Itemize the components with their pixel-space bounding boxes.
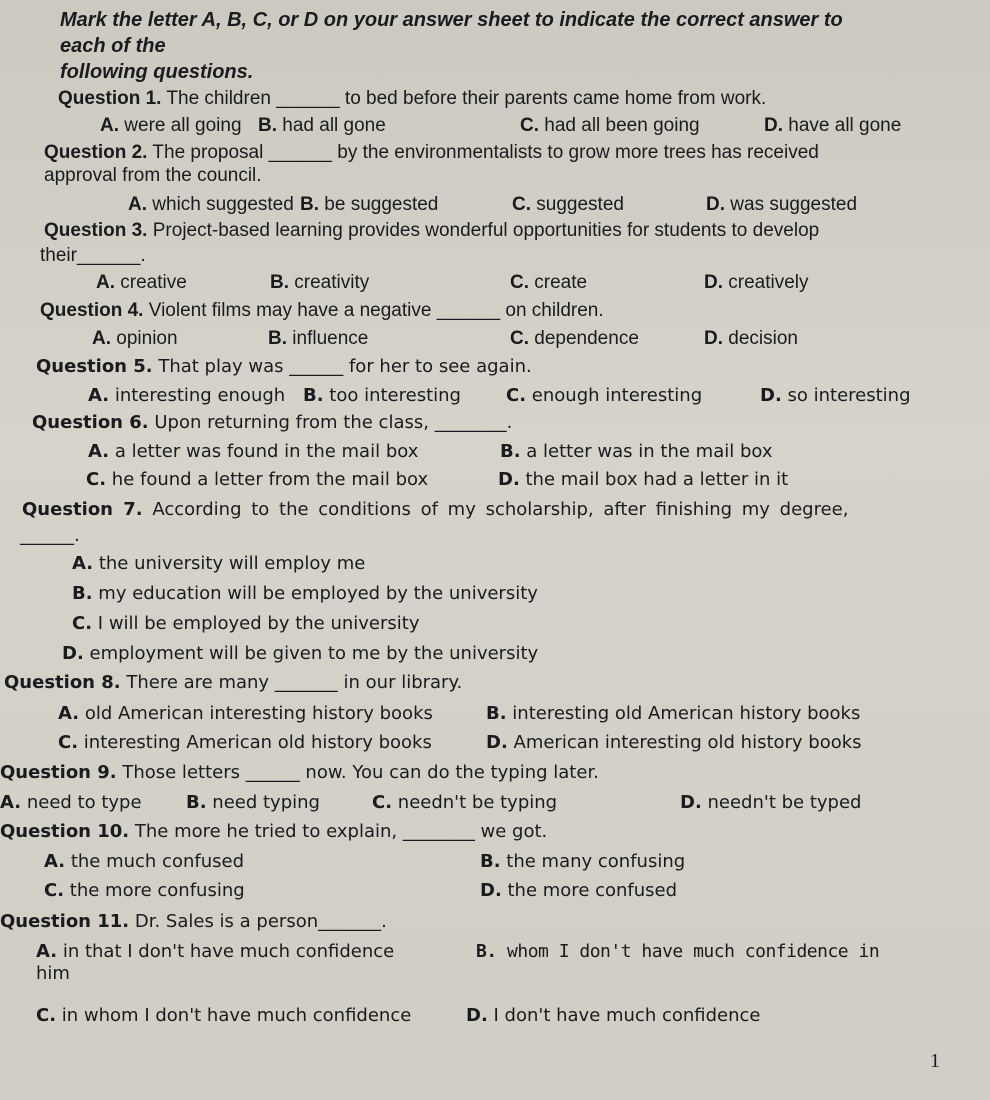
option-letter: C. bbox=[520, 115, 539, 136]
option-text: the much confused bbox=[65, 851, 245, 872]
q11-option-b-cont: him bbox=[36, 963, 70, 984]
question-2-stem bbox=[44, 141, 819, 165]
q6-option-a[interactable] bbox=[88, 440, 418, 464]
q8-option-b[interactable] bbox=[486, 702, 860, 726]
option-text: my education will be employed by the university bbox=[92, 583, 538, 604]
option-text: interesting old American history books bbox=[506, 703, 861, 724]
option-text: the more confusing bbox=[64, 880, 245, 901]
option-text: create bbox=[529, 272, 588, 293]
option-letter: B. bbox=[480, 851, 501, 872]
question-label: Question 1. bbox=[58, 88, 162, 109]
question-5-stem bbox=[36, 355, 532, 379]
question-text: The children ______ to bed before their parents came home from work. bbox=[161, 88, 767, 109]
option-letter: B. bbox=[268, 328, 287, 349]
q1-option-b[interactable] bbox=[258, 114, 386, 138]
q2-option-b[interactable] bbox=[300, 193, 438, 217]
option-letter: B. bbox=[303, 385, 324, 406]
option-text: have all gone bbox=[783, 115, 902, 136]
option-text: be suggested bbox=[319, 194, 439, 215]
option-letter: C. bbox=[510, 328, 529, 349]
option-letter: B. bbox=[486, 703, 507, 724]
question-label: Question 8. bbox=[4, 672, 121, 693]
q1-option-a[interactable] bbox=[100, 114, 242, 138]
option-letter: D. bbox=[760, 385, 782, 406]
option-letter: C. bbox=[58, 732, 79, 753]
q4-option-a[interactable] bbox=[92, 327, 178, 351]
q4-option-d[interactable] bbox=[704, 327, 798, 351]
option-letter: C. bbox=[506, 385, 527, 406]
question-8-stem bbox=[4, 671, 462, 695]
option-letter: D. bbox=[680, 792, 702, 813]
q8-option-a[interactable] bbox=[58, 702, 433, 726]
option-text: had all been going bbox=[539, 115, 700, 136]
option-letter: C. bbox=[86, 469, 107, 490]
q11-option-b[interactable] bbox=[476, 940, 879, 964]
q2-option-a[interactable] bbox=[128, 193, 294, 217]
question-3-stem bbox=[44, 219, 819, 243]
option-letter: B. bbox=[476, 941, 497, 962]
option-letter: A. bbox=[36, 941, 58, 962]
question-7-stem bbox=[22, 498, 848, 522]
option-letter: D. bbox=[704, 272, 723, 293]
option-letter: C. bbox=[44, 880, 65, 901]
question-label: Question 4. bbox=[40, 300, 144, 321]
q11-option-d[interactable] bbox=[466, 1004, 761, 1028]
question-label: Question 9. bbox=[0, 762, 117, 783]
q6-option-c[interactable] bbox=[86, 468, 428, 492]
option-text: I don't have much confidence bbox=[487, 1005, 761, 1026]
option-text: need typing bbox=[206, 792, 320, 813]
option-letter: D. bbox=[498, 469, 520, 490]
question-text: Upon returning from the class, ________. bbox=[148, 412, 513, 433]
question-label: Question 2. bbox=[44, 142, 148, 163]
option-letter: B. bbox=[500, 441, 521, 462]
option-text: the mail box had a letter in it bbox=[519, 469, 789, 490]
option-letter: D. bbox=[480, 880, 502, 901]
option-text: the more confused bbox=[501, 880, 678, 901]
question-text: That play was ______ for her to see again. bbox=[152, 356, 532, 377]
option-letter: C. bbox=[372, 792, 393, 813]
page-number: 1 bbox=[930, 1050, 940, 1072]
question-label: Question 5. bbox=[36, 356, 153, 377]
option-letter: B. bbox=[270, 272, 289, 293]
q10-option-a[interactable] bbox=[44, 850, 244, 874]
instruction-line-2: each of the bbox=[60, 35, 166, 57]
option-text: opinion bbox=[111, 328, 178, 349]
option-text: were all going bbox=[119, 115, 242, 136]
option-text: influence bbox=[287, 328, 369, 349]
option-letter: B. bbox=[258, 115, 277, 136]
option-text: a letter was in the mail box bbox=[520, 441, 773, 462]
q1-option-c[interactable] bbox=[520, 114, 700, 138]
q5-option-b[interactable] bbox=[303, 384, 461, 408]
option-letter: A. bbox=[92, 328, 111, 349]
q8-option-d[interactable] bbox=[486, 731, 862, 755]
option-text: dependence bbox=[529, 328, 639, 349]
q11-option-a[interactable] bbox=[36, 940, 394, 964]
question-label: Question 11. bbox=[0, 911, 130, 932]
q6-option-d[interactable] bbox=[498, 468, 788, 492]
option-letter: D. bbox=[706, 194, 725, 215]
question-text: The more he tried to explain, ________ we got. bbox=[129, 821, 548, 842]
question-text: Dr. Sales is a person_______. bbox=[129, 911, 387, 932]
option-letter: A. bbox=[44, 851, 66, 872]
option-letter: A. bbox=[88, 385, 110, 406]
instruction-line-3: following questions. bbox=[60, 61, 254, 83]
q3-option-d[interactable] bbox=[704, 271, 809, 295]
question-1-stem bbox=[58, 87, 766, 111]
q7-option-c[interactable] bbox=[72, 612, 420, 636]
option-text: decision bbox=[723, 328, 798, 349]
option-text: whom I don't have much confidence in bbox=[496, 941, 880, 962]
question-text: Violent films may have a negative ______ on children. bbox=[143, 300, 604, 321]
option-text: employment will be given to me by the university bbox=[83, 643, 539, 664]
option-letter: D. bbox=[704, 328, 723, 349]
q10-option-c[interactable] bbox=[44, 879, 245, 903]
option-letter: A. bbox=[100, 115, 119, 136]
option-text: creatively bbox=[723, 272, 809, 293]
option-letter: D. bbox=[466, 1005, 488, 1026]
q3-option-c[interactable] bbox=[510, 271, 587, 295]
option-letter: C. bbox=[72, 613, 93, 634]
q7-option-b[interactable] bbox=[72, 582, 538, 606]
option-letter: B. bbox=[72, 583, 93, 604]
q5-option-d[interactable] bbox=[760, 384, 911, 408]
question-3-stem-cont: their______. bbox=[40, 245, 146, 266]
option-text: enough interesting bbox=[526, 385, 703, 406]
q3-option-a[interactable] bbox=[96, 271, 187, 295]
option-text: American interesting old history books bbox=[507, 732, 862, 753]
option-text: a letter was found in the mail box bbox=[109, 441, 419, 462]
q2-option-c[interactable] bbox=[512, 193, 624, 217]
q4-option-c[interactable] bbox=[510, 327, 639, 351]
question-9-stem bbox=[0, 761, 599, 785]
q7-option-d[interactable] bbox=[62, 642, 538, 666]
option-letter: A. bbox=[88, 441, 110, 462]
option-text: in whom I don't have much confidence bbox=[56, 1005, 412, 1026]
option-text: in that I don't have much confidence bbox=[57, 941, 395, 962]
q9-option-a[interactable] bbox=[0, 791, 142, 815]
option-text: which suggested bbox=[147, 194, 294, 215]
question-label: Question 3. bbox=[44, 220, 148, 241]
question-4-stem bbox=[40, 299, 604, 323]
question-2-stem-cont: approval from the council. bbox=[44, 165, 262, 186]
question-6-stem bbox=[32, 411, 512, 435]
option-text: had all gone bbox=[277, 115, 386, 136]
option-text: creative bbox=[115, 272, 187, 293]
question-11-stem bbox=[0, 910, 387, 934]
option-letter: D. bbox=[764, 115, 783, 136]
option-letter: A. bbox=[128, 194, 147, 215]
option-letter: D. bbox=[486, 732, 508, 753]
question-label: Question 7. bbox=[22, 499, 143, 520]
option-text: interesting enough bbox=[109, 385, 286, 406]
option-text: he found a letter from the mail box bbox=[106, 469, 429, 490]
option-letter: A. bbox=[58, 703, 80, 724]
option-text: interesting American old history books bbox=[78, 732, 432, 753]
q7-option-a[interactable] bbox=[72, 552, 365, 576]
q10-option-d[interactable] bbox=[480, 879, 677, 903]
option-text: so interesting bbox=[781, 385, 911, 406]
question-text: There are many _______ in our library. bbox=[120, 672, 463, 693]
question-7-stem-cont: ______. bbox=[20, 525, 80, 546]
option-letter: C. bbox=[510, 272, 529, 293]
q1-option-d[interactable] bbox=[764, 114, 901, 138]
option-letter: A. bbox=[0, 792, 22, 813]
option-text: need to type bbox=[21, 792, 142, 813]
option-text: too interesting bbox=[323, 385, 461, 406]
q10-option-b[interactable] bbox=[480, 850, 685, 874]
option-letter: B. bbox=[300, 194, 319, 215]
option-text: the university will employ me bbox=[93, 553, 366, 574]
question-text: Project-based learning provides wonderful opportunities for students to develop bbox=[147, 220, 820, 241]
option-text: I will be employed by the university bbox=[92, 613, 420, 634]
option-text: suggested bbox=[531, 194, 624, 215]
question-text: Those letters ______ now. You can do the typing later. bbox=[116, 762, 599, 783]
q3-option-b[interactable] bbox=[270, 271, 369, 295]
question-10-stem bbox=[0, 820, 547, 844]
question-text: According to the conditions of my scholarship, after finishing my degree, bbox=[142, 499, 849, 520]
q9-option-d[interactable] bbox=[680, 791, 861, 815]
question-label: Question 10. bbox=[0, 821, 130, 842]
q8-option-c[interactable] bbox=[58, 731, 432, 755]
q5-option-c[interactable] bbox=[506, 384, 702, 408]
question-text: The proposal ______ by the environmentalists to grow more trees has received bbox=[147, 142, 819, 163]
option-letter: C. bbox=[512, 194, 531, 215]
option-text: old American interesting history books bbox=[79, 703, 433, 724]
question-label: Question 6. bbox=[32, 412, 149, 433]
option-letter: C. bbox=[36, 1005, 57, 1026]
q2-option-d[interactable] bbox=[706, 193, 857, 217]
option-letter: D. bbox=[62, 643, 84, 664]
q5-option-a[interactable] bbox=[88, 384, 285, 408]
q9-option-b[interactable] bbox=[186, 791, 320, 815]
q6-option-b[interactable] bbox=[500, 440, 773, 464]
option-text: needn't be typing bbox=[392, 792, 558, 813]
option-text: the many confusing bbox=[500, 851, 686, 872]
q11-option-c[interactable] bbox=[36, 1004, 411, 1028]
option-letter: A. bbox=[96, 272, 115, 293]
option-letter: A. bbox=[72, 553, 94, 574]
instruction-line-1: Mark the letter A, B, C, or D on your answer sheet to indicate the correct answer to bbox=[60, 9, 843, 31]
option-text: was suggested bbox=[725, 194, 858, 215]
q9-option-c[interactable] bbox=[372, 791, 557, 815]
option-text: creativity bbox=[289, 272, 370, 293]
option-letter: B. bbox=[186, 792, 207, 813]
q4-option-b[interactable] bbox=[268, 327, 368, 351]
option-text: needn't be typed bbox=[701, 792, 862, 813]
